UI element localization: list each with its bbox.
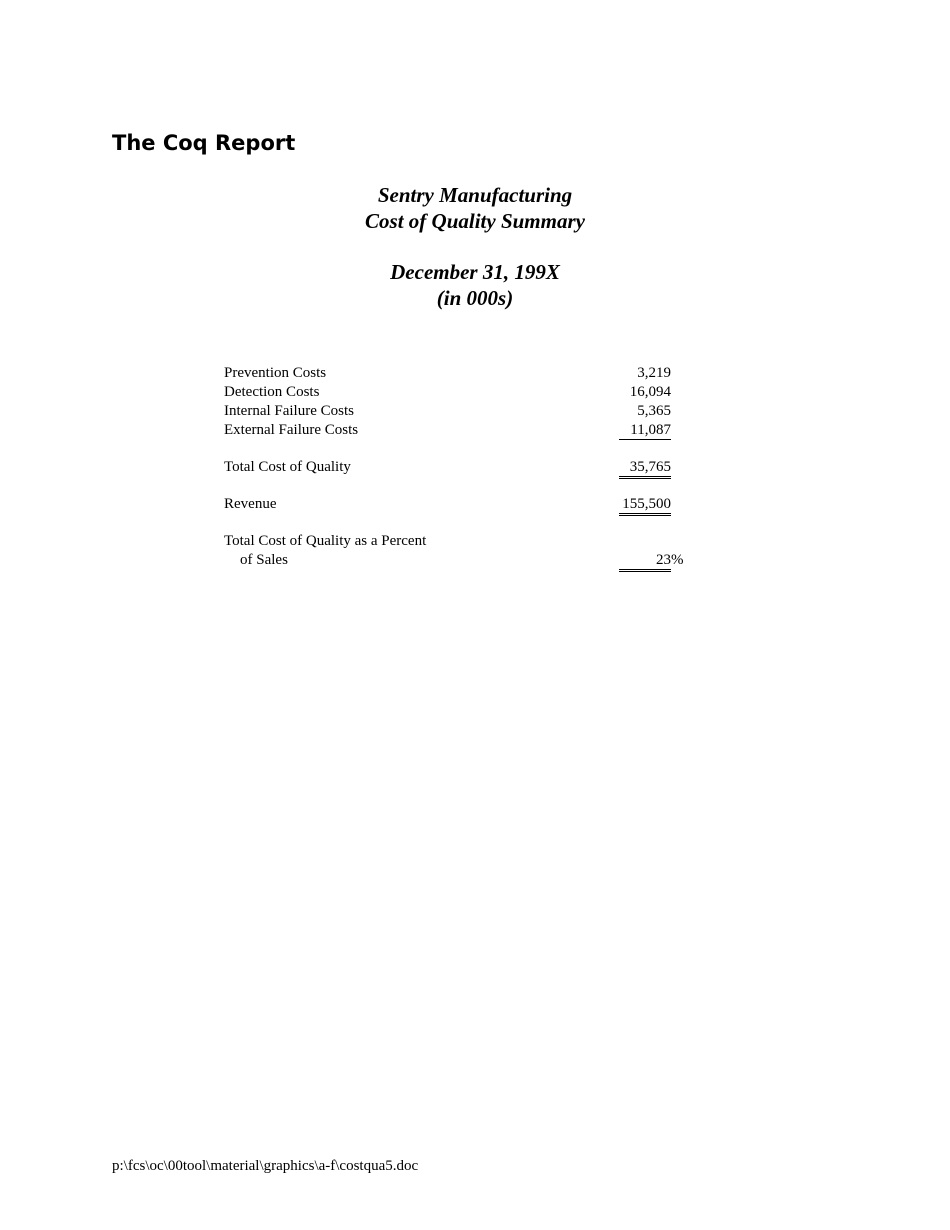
line-item-value-underlined <box>619 421 671 440</box>
line-item-label: Internal Failure Costs <box>224 403 354 419</box>
report-units: (in 000s) <box>436 286 514 310</box>
company-name: Sentry Manufacturing <box>377 183 573 207</box>
line-item-label: External Failure Costs <box>224 422 359 438</box>
document-heading: The Coq Report <box>112 131 296 155</box>
line-item-value: 5,365 <box>637 403 671 419</box>
percent-value-cell <box>619 551 684 572</box>
percent-label-line1: Total Cost of Quality as a Percent <box>224 533 427 549</box>
total-label: Total Cost of Quality <box>224 459 351 475</box>
revenue-value: 155,500 <box>619 495 671 516</box>
revenue-label: Revenue <box>224 496 277 512</box>
report-date: December 31, 199X <box>390 260 560 284</box>
report-date-block <box>0 259 950 311</box>
percent-label-line2: of Sales <box>240 552 288 568</box>
revenue-value-cell <box>619 495 671 516</box>
report-title: Cost of Quality Summary <box>365 209 585 233</box>
percent-value: 23 <box>619 551 671 572</box>
total-value: 35,765 <box>619 458 671 479</box>
total-value-cell <box>619 458 671 479</box>
line-item-label: Prevention Costs <box>224 365 327 381</box>
external-failure-value: 11,087 <box>619 421 671 440</box>
percent-sign: % <box>671 552 684 568</box>
line-item-value: 16,094 <box>629 384 671 400</box>
file-path-footer: p:\fcs\oc\00tool\material\graphics\a-f\costqua5.doc <box>112 1158 419 1174</box>
line-item-value: 3,219 <box>637 365 671 381</box>
report-title-block <box>0 182 950 234</box>
line-item-label: Detection Costs <box>224 384 320 400</box>
